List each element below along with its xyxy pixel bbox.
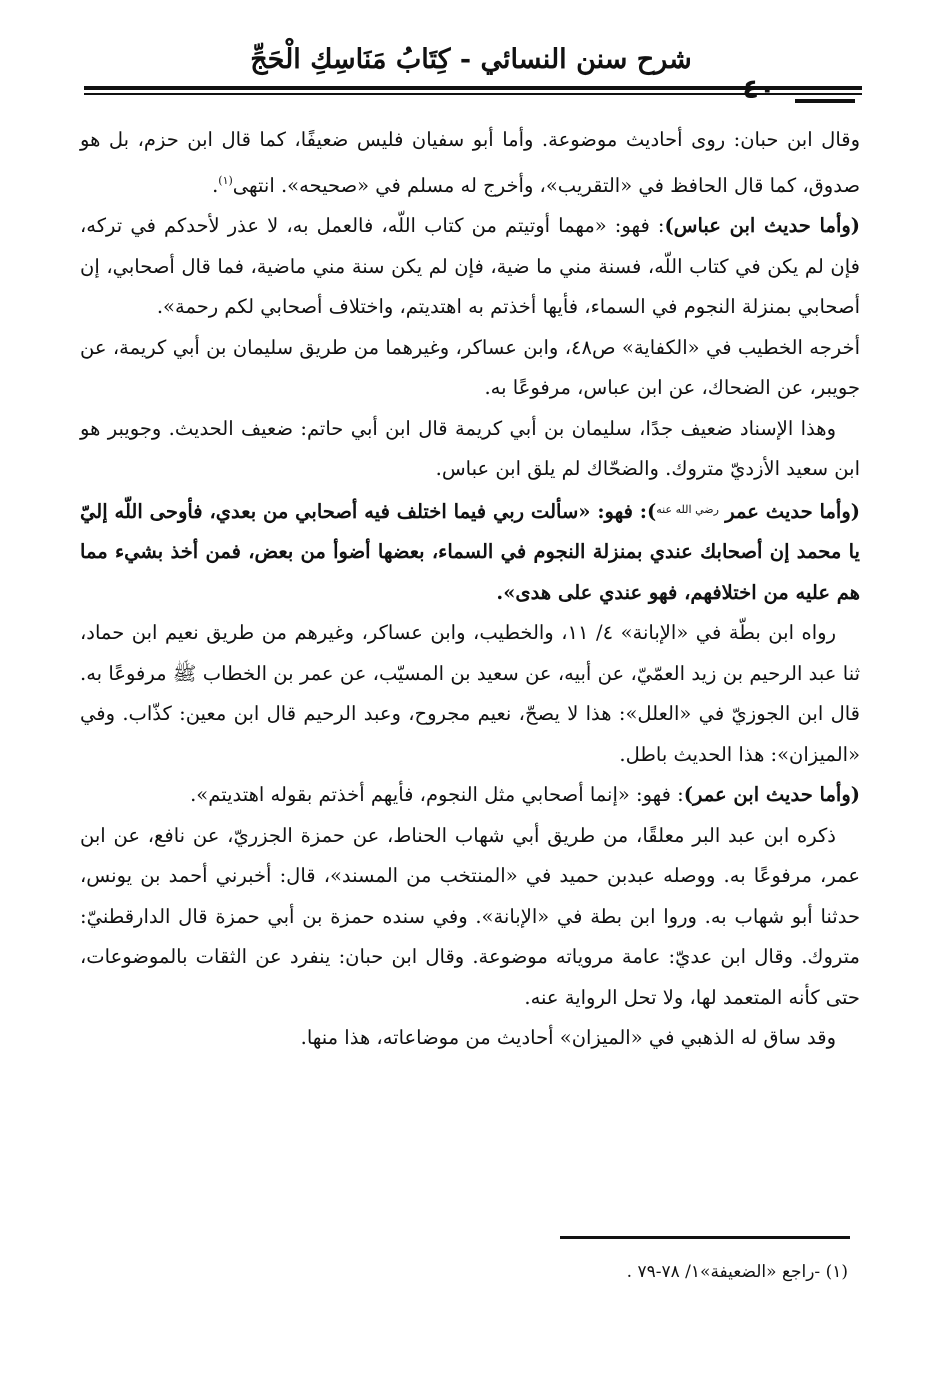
paragraph: (وأما حديث ابن عمر): فهو: «إنما أصحابي مثل النجوم، فأيهم أخذتم بقوله اهتديتم». [190, 783, 860, 806]
honorific-glyph: رضي الله عنه [656, 502, 719, 516]
paragraph: (وأما حديث عمر $^{رضي الله عنه}$): فهو: «سألت ربي فيما اختلف فيه أصحابي من بعدي، فأوحى اللّه إليّ يا محمد إن أصحابك عندي بمنزلة النجوم في السماء، بعضها أضوأ من بعض، فمن أخذ بشيء مما هم عليه من اختلافهم، فهو عندي على هدى». [80, 499, 860, 604]
paragraph: (وأما حديث ابن عباس): فهو: «مهما أوتيتم من كتاب اللّه، فالعمل به، لا عذر لأحدكم في تركه، فإن لم يكن في كتاب اللّه، فسنة مني ما ضية، فإن لم يكن سنة مني ماضية، فما قال أصحابي، إن أصحابي بمنزلة النجوم في السماء، فأيها أخذتم به اهتديتم، واختلاف أصحابي لكم رحمة». [80, 214, 860, 318]
page-number-bar [795, 99, 855, 103]
section-lead: (وأما حديث ابن عباس) [664, 214, 860, 237]
paragraph: وقد ساق له الذهبي في «الميزان» أحاديث من موضاعاته، هذا منها. [300, 1026, 836, 1049]
section-lead: (وأما حديث عمر [725, 499, 860, 523]
running-title: شرح سنن النسائي - كِتَابُ مَنَاسِكِ الْحَجِّ [250, 44, 692, 75]
paragraph: ذكره ابن عبد البر معلقًا، من طريق أبي شهاب الحناط، عن حمزة الجزريّ، عن نافع، عن ابن عمر، مرفوعًا به. ووصله عبدبن حميد في «المنتخب من المسند»، قال: أخبرني أحمد بن يونس، حدثنا أبو شهاب به. وروا ابن بطة في «الإبانة». وفي سنده حمزة بن أبي حمزة قال الدارقطنيّ: متروك. وقال ابن عديّ: عامة مروياته موضوعة. وقال ابن حبان: ينفرد عن الثقات بالموضوعات، حتى كأنه المتعمد لها، ولا تحل الرواية عنه. [80, 823, 860, 1009]
paragraph: رواه ابن بطّة في «الإبانة» ٤/ ١١، والخطيب، وابن عساكر، وغيرهم من طريق نعيم ابن حماد، ثنا عبد الرحيم بن زيد العمّيّ، عن أبيه، عن سعيد بن المسيّب، عن عمر بن الخطاب ﷺ مرفوعًا به. قال ابن الجوزيّ في «العلل»: هذا لا يصحّ، نعيم مجروح، وعبد الرحيم قال ابن معين: كذّاب. وفي «الميزان»: هذا الحديث باطل. [80, 621, 860, 766]
footnote-reference: (١) [218, 173, 233, 187]
body-text [80, 120, 860, 1059]
page-number-bar [795, 86, 855, 90]
footnote: (١) -راجع «الضعيفة»١/ ٧٨-٧٩ . [626, 1262, 848, 1282]
paragraph: أخرجه الخطيب في «الكفاية» ص٤٨، وابن عساكر، وغيرهما من طريق سليمان بن أبي كريمة، عن جويبر، عن الضحاك، عن ابن عباس، مرفوعًا به. [80, 335, 860, 399]
footnote-separator [560, 1236, 850, 1239]
page-number: ٤٠ [742, 74, 776, 105]
paragraph: وقال ابن حبان: روى أحاديث موضوعة. وأما أبو سفيان فليس ضعيفًا، كما قال ابن حزم، بل هو صدوق، كما قال الحافظ في «التقريب»، وأخرج له مسلم في «صحيحه». انتهى$^{(١)}$. [80, 128, 860, 197]
paragraph: وهذا الإسناد ضعيف جدًا، سليمان بن أبي كريمة قال ابن أبي حاتم: ضعيف الحديث. وجويبر هو ابن سعيد الأزديّ متروك. والضحّاك لم يلق ابن عباس. [80, 416, 860, 480]
section-lead: (وأما حديث ابن عمر) [683, 783, 860, 806]
page-number-bar [795, 93, 855, 95]
